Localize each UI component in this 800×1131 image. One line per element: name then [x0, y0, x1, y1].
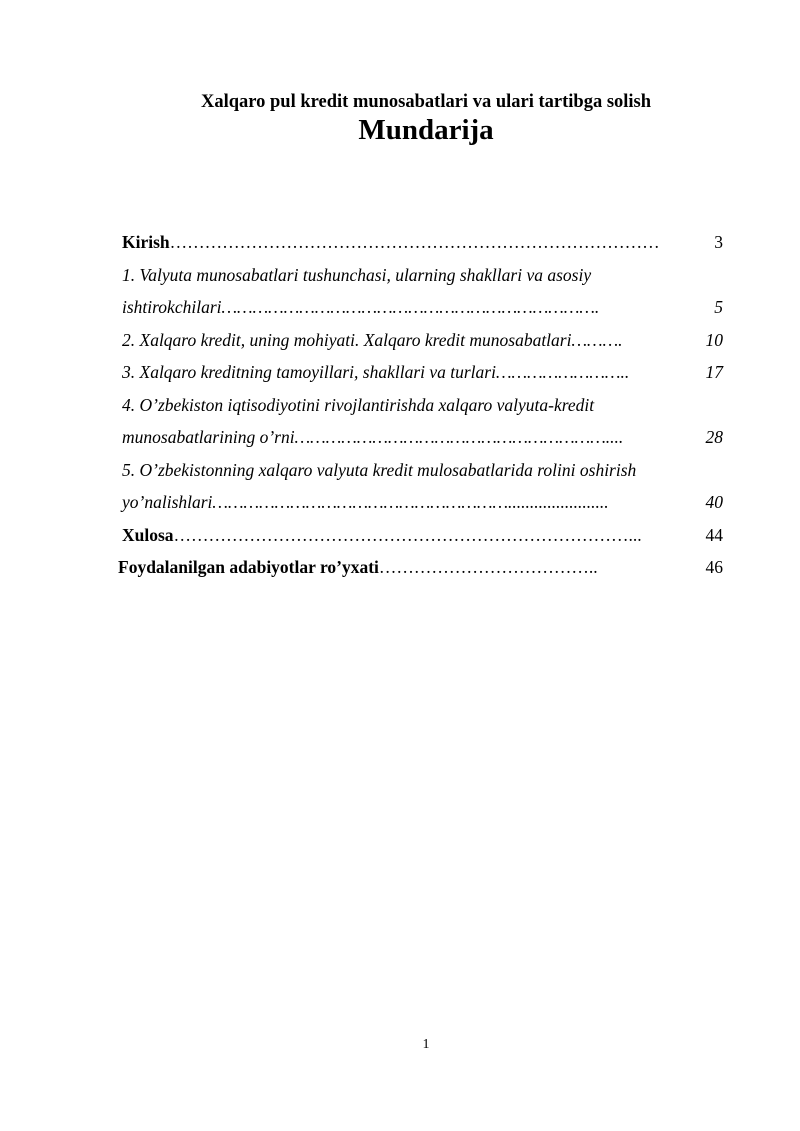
- toc-page-number: 28: [705, 427, 723, 447]
- toc-entry-label: munosabatlarining o’rni……………………………………………………....: [122, 427, 624, 447]
- toc-entry-text: [122, 228, 660, 256]
- toc-leader-dots: ………………………………..: [378, 557, 598, 577]
- toc-entry-1-line2[interactable]: [118, 293, 728, 326]
- toc-page-number: 44: [705, 524, 723, 545]
- toc-entry-text: [118, 553, 598, 581]
- toc-entry-2[interactable]: [118, 326, 728, 359]
- toc-page-number: 10: [705, 329, 723, 350]
- toc-entry-label: 3. Xalqaro kreditning tamoyillari, shakllari va turlari……………………..: [122, 362, 630, 382]
- page-number: 1: [422, 1037, 430, 1052]
- toc-page-number: 3: [714, 232, 723, 252]
- toc-page-number: 46: [705, 557, 723, 577]
- toc-entry-label: 4. O’zbekiston iqtisodiyotini rivojlantirishda xalqaro valyuta-kredit: [122, 394, 595, 415]
- toc-entry-4-line1[interactable]: [118, 391, 728, 424]
- page-title: Mundarija: [358, 114, 494, 146]
- toc-entry-label: ishtirokchilari……………………………………………………………….: [122, 297, 600, 317]
- toc-entry-text: [122, 521, 642, 549]
- toc-leader-dots: …………………………………………………………………………: [169, 232, 660, 252]
- toc-entry-label: 2. Xalqaro kredit, uning mohiyati. Xalqaro kredit munosabatlari……….: [122, 329, 623, 350]
- toc-entry-4-line2[interactable]: [118, 423, 728, 456]
- toc-page-number: 40: [705, 492, 723, 512]
- table-of-contents: [118, 228, 728, 586]
- toc-entry-5-line1[interactable]: [118, 456, 728, 489]
- toc-leader-dots: ……………………………………………………………………...: [173, 524, 642, 545]
- toc-page-number: 5: [714, 297, 723, 317]
- toc-entry-label: yo’nalishlari………………………………………………….......................: [122, 492, 609, 512]
- toc-entry-label: 5. O’zbekistonning xalqaro valyuta kredit mulosabatlarida rolini oshirish: [122, 459, 637, 480]
- toc-entry-label: Kirish: [122, 232, 170, 252]
- toc-entry-conclusion[interactable]: [118, 521, 728, 554]
- toc-entry-label: Xulosa: [122, 524, 174, 545]
- document-subtitle: Xalqaro pul kredit munosabatlari va ulari tartibga solish: [200, 92, 652, 112]
- toc-entry-label: 1. Valyuta munosabatlari tushunchasi, ularning shakllari va asosiy: [122, 264, 592, 285]
- toc-page-number: 17: [705, 362, 723, 382]
- toc-entry-1-line1[interactable]: [118, 261, 728, 294]
- toc-entry-3[interactable]: [118, 358, 728, 391]
- toc-entry-label: Foydalanilgan adabiyotlar ro’yxati: [118, 557, 379, 577]
- toc-entry-5-line2[interactable]: [118, 488, 728, 521]
- toc-entry-intro[interactable]: [118, 228, 728, 261]
- toc-entry-references[interactable]: [118, 553, 728, 586]
